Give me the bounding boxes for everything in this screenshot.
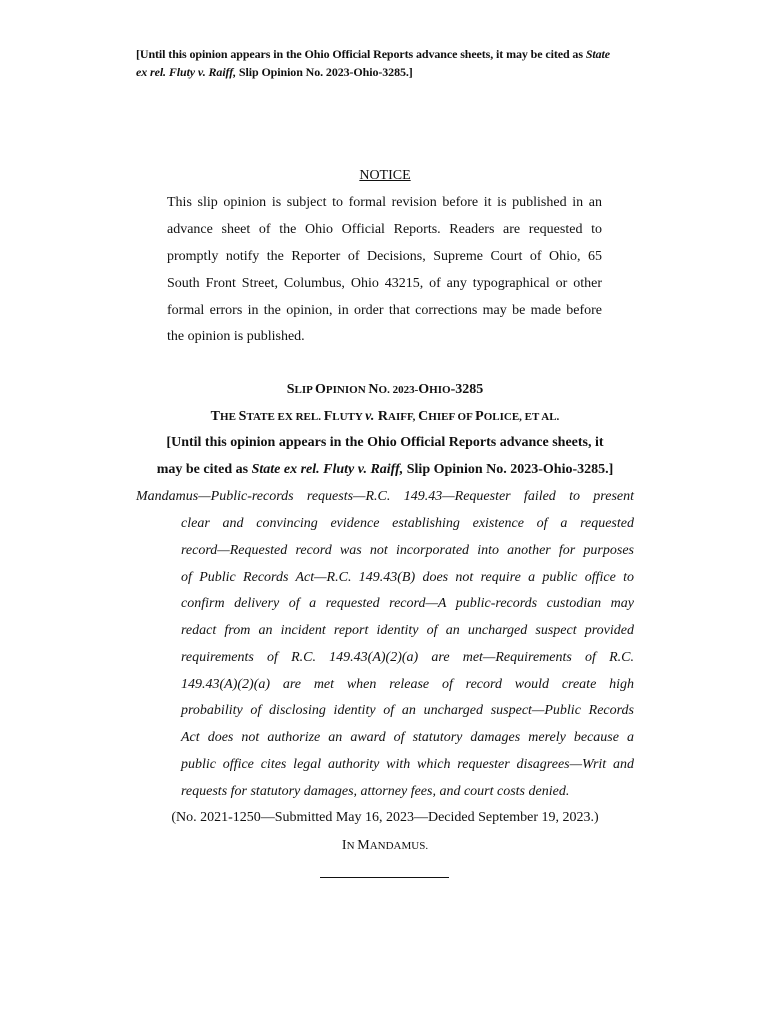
sc-rest: HIO [429,384,451,396]
citation-notice-line-2 [0,460,770,480]
sc-letter: P [475,409,484,424]
sc-rest: LUTY [332,411,366,423]
syllabus-line: requirements of R.C. 149.43(A)(2)(a) are met—Requirements of R.C. [181,650,634,665]
citation-notice-line-1: [Until this opinion appears in the Ohio Official Reports advance sheets, it [166,435,604,450]
sc-letter: O [418,382,430,397]
section-divider [320,877,449,878]
proceeding-type [0,836,770,856]
sc-rest: PINION [325,384,369,396]
syllabus-line: probability of disclosing identity of an uncharged suspect—Public Records [181,703,634,718]
syllabus-line: public office cites legal authority with which requester disagrees—Writ and [181,757,634,772]
citation-header-suffix: Slip Opinion No. 2023-Ohio-3285.] [236,65,413,79]
syllabus-line: Act does not authorize an award of statutory damages merely because a [181,730,634,745]
syllabus-line: of Public Records Act—R.C. 149.43(B) does not require a public office to [181,570,634,585]
syllabus-line: requests for statutory damages, attorney fees, and court costs denied. [181,784,570,799]
sc-letter: C [418,409,429,424]
citation-header-case-1: State [585,47,610,61]
opinion-number: -3285 [450,382,484,397]
notice-line: This slip opinion is subject to formal revision before it is published in an [167,195,602,210]
notice-line: South Front Street, Columbus, Ohio 43215, of any typographical or other [167,276,602,291]
sc-letter: F [323,409,333,424]
docket-line: (No. 2021-1250—Submitted May 16, 2023—Decided September 19, 2023.) [171,810,599,825]
syllabus-line: redact from an incident report identity of an uncharged suspect provided [181,623,634,638]
citation-header-prefix: [Until this opinion appears in the Ohio Official Reports advance sheets, it may be cited as [136,47,586,61]
notice-line: formal errors in the opinion, in order that corrections may be made before [167,303,602,318]
sc-rest: TATE EX REL. [246,411,324,423]
sc-rest: ANDAMUS. [369,840,429,852]
case-caption [0,407,770,427]
sc-rest: HE [220,411,239,423]
syllabus-line: Mandamus—Public-records requests—R.C. 149.43—Requester failed to present [136,489,634,504]
citation-prefix: may be cited as [156,462,252,477]
syllabus-line: confirm delivery of a requested record—A public-records custodian may [181,596,634,611]
sc-letter: R [374,409,388,424]
sc-rest: AIFF, [388,411,419,423]
sc-rest: O. 2023- [378,384,419,396]
citation-header [136,45,636,81]
citation-suffix: Slip Opinion No. 2023-Ohio-3285.] [403,462,614,477]
sc-rest: OLICE, ET AL. [483,411,560,423]
syllabus-line: clear and convincing evidence establishing existence of a requested [181,516,634,531]
slip-opinion-number [0,380,770,400]
citation-header-case-2: ex rel. Fluty v. Raiff, [136,65,237,79]
sc-letter: M [357,838,370,853]
sc-letter: O [315,382,326,397]
sc-letter: S [238,409,247,424]
sc-letter: N [368,382,379,397]
versus: v. [365,409,375,424]
syllabus-line: 149.43(A)(2)(a) are met when release of record would create high [181,677,634,692]
sc-rest: N [346,840,358,852]
sc-letter: S [286,382,295,397]
syllabus-line: record—Requested record was not incorporated into another for purposes [181,543,634,558]
notice-line: advance sheet of the Ohio Official Reports. Readers are requested to [167,222,602,237]
sc-rest: HIEF OF [428,411,476,423]
sc-letter: I [341,838,347,853]
notice-title: NOTICE [359,168,411,183]
citation-case-name: State ex rel. Fluty v. Raiff, [251,462,404,477]
sc-rest: LIP [294,384,316,396]
notice-line: the opinion is published. [167,329,305,344]
notice-line: promptly notify the Reporter of Decisions, Supreme Court of Ohio, 65 [167,249,602,264]
sc-letter: T [210,409,221,424]
